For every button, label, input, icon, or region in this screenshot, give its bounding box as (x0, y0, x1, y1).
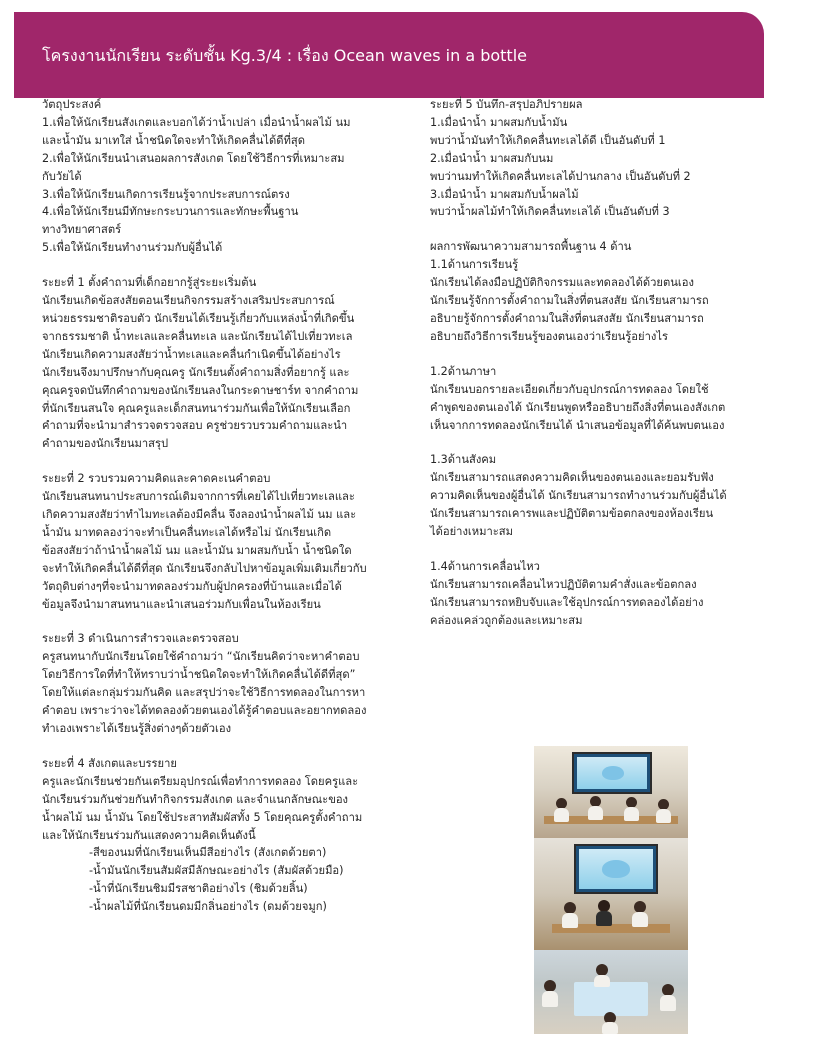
social-heading: 1.3ด้านสังคม (430, 453, 497, 467)
objectives-section (42, 96, 402, 257)
language-section (430, 363, 768, 435)
movement-heading: 1.4ด้านการเคลื่อนไหว (430, 559, 540, 573)
language-line: เห็นจากการทดลองนักเรียนได้ นำเสนอข้อมูลที่ได้ค้นพบตนเอง (430, 418, 725, 432)
movement-line: คล่องแคล่วถูกต้องและเหมาะสม (430, 613, 583, 627)
social-line: นักเรียนสามารถเคารพและปฏิบัติตามข้อตกลงของห้องเรียน (430, 507, 714, 521)
social-line: นักเรียนสามารถแสดงความคิดเห็นของตนเองและยอมรับฟัง (430, 471, 714, 485)
language-heading: 1.2ด้านภาษา (430, 364, 497, 378)
objective-line: 5.เพื่อให้นักเรียนทำงานร่วมกับผู้อื่นได้ (42, 241, 223, 255)
objective-line: 2.เพื่อให้นักเรียนนำเสนอผลการสังเกต โดยใช้วิธีการที่เหมาะสม (42, 151, 345, 165)
phase4-line: น้ำผลไม้ นม น้ำมัน โดยใช้ประสาทสัมผัสทั้ง 5 โดยคุณครูตั้งคำถาม (42, 810, 363, 824)
phase2-line: จะทำให้เกิดคลื่นได้ดีที่สุด นักเรียนจึงกลับไปหาข้อมูลเพิ่มเติมเกี่ยวกับ (42, 561, 367, 575)
phase3-line: โดยวิธีการใดที่ทำให้ทราบว่าน้ำชนิดใดจะทำให้เกิดคลื่นได้ดีที่สุด” (42, 668, 356, 682)
language-line: นักเรียนบอกรายละเอียดเกี่ยวกับอุปกรณ์การทดลอง โดยใช้ (430, 382, 709, 396)
learning-line: อธิบายถึงวิธีการเรียนรู้ของตนเองว่าเรียนรู้อย่างไร (430, 329, 668, 343)
phase5-heading: ระยะที่ 5 บันทึก-สรุปอภิปรายผล (430, 98, 583, 111)
phase3-line: ครูสนทนากับนักเรียนโดยใช้คำถามว่า “นักเรียนคิดว่าจะหาคำตอบ (42, 650, 360, 664)
phase1-line: ที่นักเรียนสนใจ คุณครูและเด็กสนทนาร่วมกันเพื่อให้นักเรียนเลือก (42, 401, 351, 415)
phase3-line: ทำเองเพราะได้เรียนรู้สิ่งต่างๆด้วยตัวเอง (42, 722, 232, 735)
phase2-section (42, 470, 402, 613)
learning-section (430, 238, 768, 345)
phase4-line: ครูและนักเรียนช่วยกันเตรียมอุปกรณ์เพื่อทำการทดลอง โดยครูและ (42, 774, 359, 788)
phase5-line: พบว่านมทำให้เกิดคลื่นทะเลได้ปานกลาง เป็นอันดับที่ 2 (430, 169, 691, 183)
phase2-heading: ระยะที่ 2 รวบรวมความคิดและคาดคะเนคำตอบ (42, 472, 271, 486)
social-line: ได้อย่างเหมาะสม (430, 525, 513, 539)
objective-line: 3.เพื่อให้นักเรียนเกิดการเรียนรู้จากประสบการณ์ตรง (42, 187, 290, 201)
phase3-line: โดยให้แต่ละกลุ่มร่วมกันคิด และสรุปว่าจะใช้วิธีการทดลองในการหา (42, 686, 366, 700)
phase5-line: 1.เมื่อนำน้ำ มาผสมกับน้ำมัน (430, 115, 568, 129)
right-column (430, 96, 768, 647)
objective-line: และน้ำมัน มาเทใส่ น้ำชนิดใดจะทำให้เกิดคลื่นได้ดีที่สุด (42, 133, 305, 147)
learning-line: อธิบายรู้จักการตั้งคำถามในสิ่งที่ตนสงสัย นักเรียนสามารถ (430, 311, 704, 325)
language-line: คำพูดของตนเองได้ นักเรียนพูดหรืออธิบายถึงสิ่งที่ตนเองสังเกต (430, 400, 726, 414)
development-heading: ผลการพัฒนาความสามารถพื้นฐาน 4 ด้าน (430, 240, 632, 254)
phase5-line: พบว่าน้ำมันทำให้เกิดคลื่นทะเลได้ดี เป็นอันดับที่ 1 (430, 133, 666, 147)
learning-line: นักเรียนรู้จักการตั้งคำถามในสิ่งที่ตนสงสัย นักเรียนสามารถ (430, 294, 709, 308)
title-banner (14, 12, 764, 98)
movement-line: นักเรียนสามารถหยิบจับและใช้อุปกรณ์การทดลองได้อย่าง (430, 595, 704, 609)
phase4-question: -สีของนมที่นักเรียนเห็นมีสีอย่างไร (สังเกตด้วยตา) (89, 846, 327, 860)
classroom-photo-1 (534, 746, 688, 838)
classroom-screen (574, 844, 658, 894)
classroom-photo-collage (534, 746, 688, 1034)
movement-line: นักเรียนสามารถเคลื่อนไหวปฏิบัติตามคำสั่งและข้อตกลง (430, 577, 697, 591)
phase2-line: น้ำมัน มาทดลองว่าจะทำเป็นคลื่นทะเลได้หรือไม่ นักเรียนเกิด (42, 525, 332, 539)
phase5-section (430, 96, 768, 221)
phase4-heading: ระยะที่ 4 สังเกตและบรรยาย (42, 756, 177, 770)
phase1-line: หน่วยธรรมชาติรอบตัว นักเรียนได้เรียนรู้เกี่ยวกับแหล่งน้ำที่เกิดขึ้น (42, 311, 355, 325)
social-line: ความคิดเห็นของผู้อื่นได้ นักเรียนสามารถทำงานร่วมกับผู้อื่นได้ (430, 489, 727, 503)
phase1-line: นักเรียนจึงมาปรึกษากับคุณครู นักเรียนตั้งคำถามสิ่งที่อยากรู้ และ (42, 365, 350, 379)
phase3-heading: ระยะที่ 3 ดำเนินการสำรวจและตรวจสอบ (42, 632, 239, 646)
classroom-photo-3 (534, 950, 688, 1034)
social-section (430, 451, 768, 541)
objective-line: 1.เพื่อให้นักเรียนสังเกตและบอกได้ว่าน้ำเปล่า เมื่อนำน้ำผลไม้ นม (42, 115, 351, 129)
objective-line: ทางวิทยาศาสตร์ (42, 223, 122, 237)
page-title: โครงงานนักเรียน ระดับชั้น Kg.3/4 : เรื่อง Ocean waves in a bottle (42, 46, 527, 65)
phase1-line: คุณครูจดบันทึกคำถามของนักเรียนลงในกระดาษชาร์ท จากคำถาม (42, 383, 359, 397)
phase1-line: นักเรียนเกิดข้อสงสัยตอนเรียนกิจกรรมสร้างเสริมประสบการณ์ (42, 294, 335, 308)
phase1-line: คำถามของนักเรียนมาสรุป (42, 437, 169, 451)
objectives-heading: วัตถุประสงค์ (42, 98, 102, 111)
objective-line: 4.เพื่อให้นักเรียนมีทักษะกระบวนการและทักษะพื้นฐาน (42, 205, 299, 219)
phase1-heading: ระยะที่ 1 ตั้งคำถามที่เด็กอยากรู้สู่ระยะเริ่มต้น (42, 276, 257, 290)
learning-line: นักเรียนได้ลงมือปฏิบัติกิจกรรมและทดลองได้ด้วยตนเอง (430, 276, 694, 290)
phase3-line: คำตอบ เพราะว่าจะได้ทดลองด้วยตนเองได้รู้คำตอบและอยากทดลอง (42, 704, 367, 718)
phase4-line: นักเรียนร่วมกันช่วยกันทำกิจกรรมสังเกต และจำแนกลักษณะของ (42, 792, 349, 806)
phase1-section (42, 274, 402, 453)
classroom-photo-2 (534, 838, 688, 950)
phase2-line: ข้อมูลจึงนำมาสนทนาและนำเสนอร่วมกับเพื่อนในห้องเรียน (42, 597, 321, 611)
left-column (42, 96, 402, 933)
phase2-line: วัตถุดิบต่างๆที่จะนำมาทดลองร่วมกับผู้ปกครองที่บ้านและเมื่อได้ (42, 579, 342, 593)
phase2-line: นักเรียนสนทนาประสบการณ์เดิมจากการที่เคยได้ไปเที่ยวทะเลและ (42, 490, 355, 504)
phase2-line: ข้อสงสัยว่าถ้านำน้ำผลไม้ นม และน้ำมัน มาผสมกับน้ำ น้ำชนิดใด (42, 543, 352, 557)
phase1-line: นักเรียนเกิดความสงสัยว่าน้ำทะเลและคลื่นกำเนิดขึ้นได้อย่างไร (42, 347, 341, 361)
phase1-line: คำถามที่จะนำมาสำรวจตรวจสอบ ครูช่วยรวบรวมคำถามและนำ (42, 419, 348, 433)
phase5-line: 3.เมื่อนำน้ำ มาผสมกับน้ำผลไม้ (430, 187, 579, 201)
objective-line: กับวัยได้ (42, 169, 82, 183)
learning-heading: 1.1ด้านการเรียนรู้ (430, 258, 519, 272)
phase5-line: พบว่าน้ำผลไม้ทำให้เกิดคลื่นทะเลได้ เป็นอันดับที่ 3 (430, 205, 670, 219)
phase1-line: จากธรรมชาติ น้ำทะเลและคลื่นทะเล และนักเรียนได้ไปเที่ยวทะเล (42, 329, 353, 343)
classroom-screen (572, 752, 652, 794)
phase5-line: 2.เมื่อนำน้ำ มาผสมกับนม (430, 151, 554, 165)
phase4-section (42, 755, 402, 916)
phase4-question: -น้ำมันนักเรียนสัมผัสมีลักษณะอย่างไร (สัมผัสด้วยมือ) (89, 864, 344, 878)
movement-section (430, 558, 768, 630)
phase4-question: -น้ำผลไม้ที่นักเรียนดมมีกลิ่นอย่างไร (ดมด้วยจมูก) (89, 900, 327, 914)
phase3-section (42, 630, 402, 737)
phase2-line: เกิดความสงสัยว่าทำไมทะเลต้องมีคลื่น จึงลองนำน้ำผลไม้ นม และ (42, 508, 357, 522)
phase4-question: -น้ำที่นักเรียนชิมมีรสชาติอย่างไร (ชิมด้วยลิ้น) (89, 882, 308, 896)
phase4-line: และให้นักเรียนร่วมกันแสดงความคิดเห็นดังนี้ (42, 828, 256, 842)
